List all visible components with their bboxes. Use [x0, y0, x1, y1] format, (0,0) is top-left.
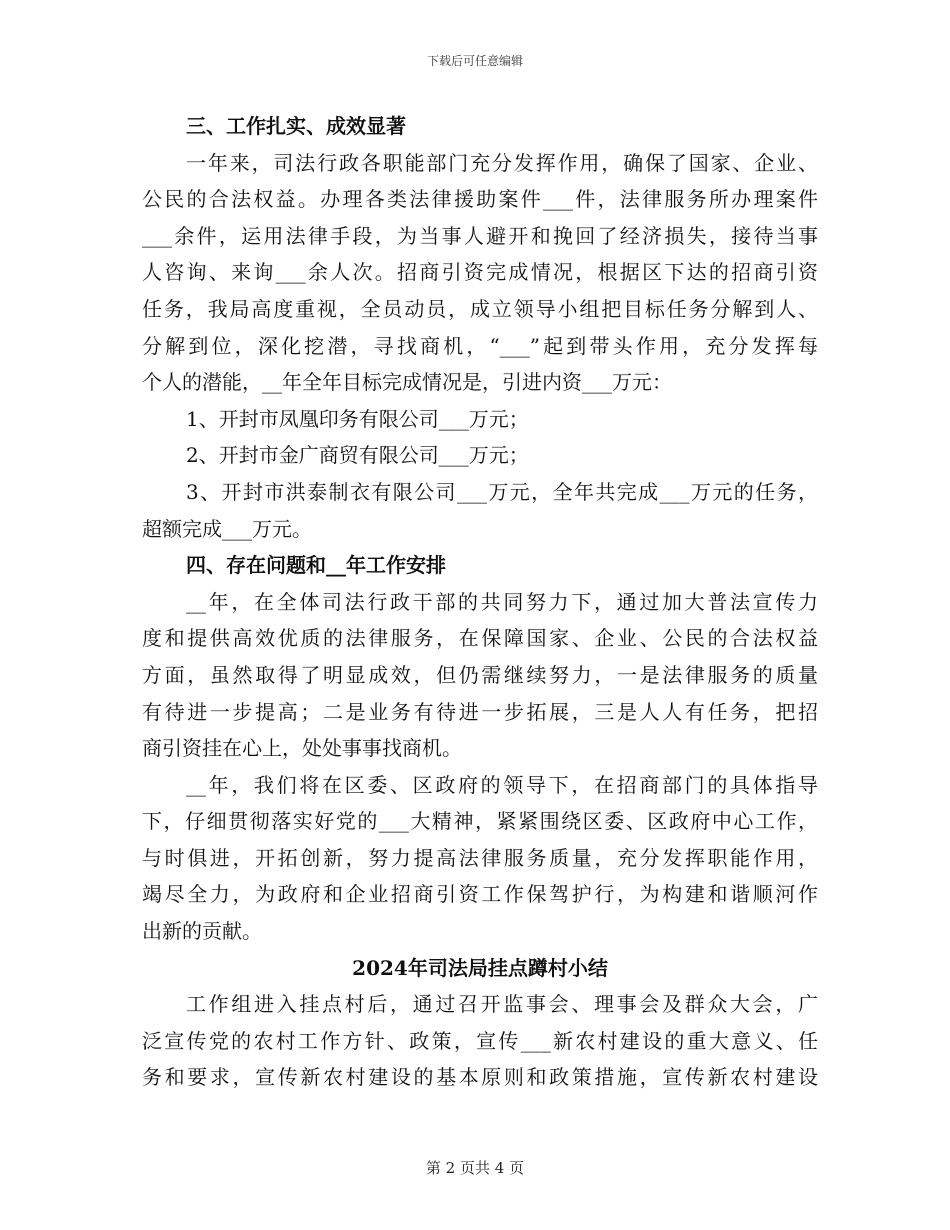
section-heading: 三、工作扎实、成效显著 [186, 114, 406, 138]
section-heading: 四、存在问题和__年工作安排 [186, 553, 446, 578]
text-line: 任务，我局高度重视，全员动员，成立领导小组把目标任务分解到人、 [142, 296, 818, 321]
text-line: ___余件，运用法律手段，为当事人避开和挽回了经济损失，接待当事 [142, 223, 818, 248]
page-footer: 第 2 页共 4 页 [425, 1159, 525, 1177]
text-line: 有待进一步提高；二是业务有待进一步拓展，三是人人有任务，把招 [142, 699, 818, 724]
text-line: 分解到位，深化挖潜，寻找商机，“___”起到带头作用，充分发挥每 [142, 333, 818, 358]
text-line: 下，仔细贯彻落实好党的___大精神，紧紧围绕区委、区政府中心工作， [142, 809, 818, 834]
text-line: 商引资挂在心上，处处事事找商机。 [142, 736, 462, 761]
text-line: 方面，虽然取得了明显成效，但仍需继续努力，一是法律服务的质量 [142, 662, 818, 687]
text-line: 出新的贡献。 [142, 919, 262, 944]
page-header: 下载后可任意编辑 [426, 54, 523, 68]
text-line: 3、开封市洪泰制衣有限公司___万元，全年共完成___万元的任务， [186, 479, 818, 504]
document-title: 2024年司法局挂点蹲村小结 [352, 955, 608, 980]
text-line: 人咨询、来询___余人次。招商引资完成情况，根据区下达的招商引资 [142, 260, 818, 285]
text-line: __年，我们将在区委、区政府的领导下，在招商部门的具体指导 [186, 772, 818, 797]
text-line: 公民的合法权益。办理各类法律援助案件___件，法律服务所办理案件 [142, 187, 818, 212]
text-line: 竭尽全力，为政府和企业招商引资工作保驾护行，为构建和谐顺河作 [142, 882, 818, 907]
text-line: 个人的潜能，__年全年目标完成情况是，引进内资___万元： [142, 370, 672, 395]
text-line: 超额完成___万元。 [142, 516, 312, 541]
text-line: 2、开封市金广商贸有限公司___万元； [186, 443, 529, 468]
document-body [142, 108, 818, 1096]
text-line: 度和提供高效优质的法律服务，在保障国家、企业、公民的合法权益 [142, 626, 818, 651]
text-line: __年，在全体司法行政干部的共同努力下，通过加大普法宣传力 [186, 589, 818, 614]
text-line: 工作组进入挂点村后，通过召开监事会、理事会及群众大会，广 [186, 992, 818, 1017]
text-line: 一年来，司法行政各职能部门充分发挥作用，确保了国家、企业、 [186, 150, 818, 175]
text-line: 与时俱进，开拓创新，努力提高法律服务质量，充分发挥职能作用， [142, 845, 818, 870]
text-line: 务和要求，宣传新农村建设的基本原则和政策措施，宣传新农村建设 [142, 1065, 818, 1090]
text-line: 1、开封市凤凰印务有限公司___万元； [186, 406, 529, 431]
text-line: 泛宣传党的农村工作方针、政策，宣传___新农村建设的重大意义、任 [142, 1028, 818, 1053]
